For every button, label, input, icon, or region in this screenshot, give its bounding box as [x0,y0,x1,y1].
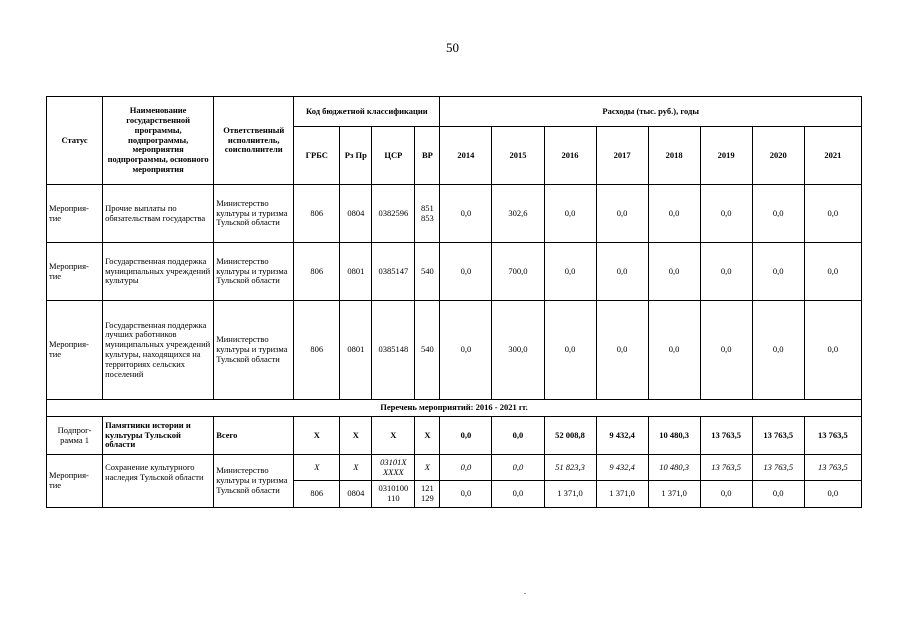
measure-value: 1 371,0 [544,481,596,508]
measure-responsible: Министерство культуры и туризма Тульской области [214,455,294,508]
row-value: 0,0 [752,243,804,301]
row-vr: 851 853 [415,185,440,243]
row-rzpr: 0801 [340,243,372,301]
header-year: 2016 [544,127,596,185]
header-year: 2015 [492,127,544,185]
row-value: 302,6 [492,185,544,243]
row-value: 0,0 [804,185,861,243]
row-value: 0,0 [596,243,648,301]
measure-rzpr: 0804 [340,481,372,508]
row-value: 0,0 [752,301,804,400]
measure-value: 51 823,3 [544,455,596,481]
row-value: 0,0 [544,243,596,301]
subprogram-value: 13 763,5 [804,417,861,455]
row-value: 0,0 [648,243,700,301]
row-value: 700,0 [492,243,544,301]
measure-value: 0,0 [700,481,752,508]
subprogram-value: 9 432,4 [596,417,648,455]
row-name: Прочие выплаты по обязательствам государства [103,185,214,243]
measure-value: 0,0 [752,481,804,508]
measure-rzpr: Х [340,455,372,481]
subprogram-vr: Х [415,417,440,455]
header-responsible: Ответственный исполнитель, соисполнители [214,97,294,185]
row-grbs: 806 [294,185,340,243]
row-value: 0,0 [596,301,648,400]
row-csr: 0385148 [372,301,415,400]
row-csr: 0382596 [372,185,415,243]
measure-value: 13 763,5 [804,455,861,481]
measure-value: 13 763,5 [700,455,752,481]
measure-value: 1 371,0 [648,481,700,508]
measure-grbs: 806 [294,481,340,508]
row-rzpr: 0801 [340,301,372,400]
measure-value: 0,0 [440,455,492,481]
header-year: 2018 [648,127,700,185]
subprogram-name: Памятники истории и культуры Тульской области [103,417,214,455]
measure-vr: 121 129 [415,481,440,508]
section-title: Перечень мероприятий: 2016 - 2021 гг. [47,400,862,417]
header-name: Наименование государственной программы, подпрограммы, мероприятия подпрограммы, основного мероприятия [103,97,214,185]
measure-value: 0,0 [492,455,544,481]
row-name: Государственная поддержка лучших работников муниципальных учреждений культуры, находящихся на территориях сельских поселений [103,301,214,400]
row-csr: 0385147 [372,243,415,301]
row-responsible: Министерство культуры и туризма Тульской области [214,243,294,301]
subprogram-value: 0,0 [440,417,492,455]
header-csr: ЦСР [372,127,415,185]
row-value: 0,0 [544,301,596,400]
row-responsible: Министерство культуры и туризма Тульской области [214,185,294,243]
row-value: 0,0 [804,301,861,400]
header-year: 2017 [596,127,648,185]
scan-speck [524,593,526,594]
row-grbs: 806 [294,301,340,400]
row-vr: 540 [415,301,440,400]
subprogram-rzpr: Х [340,417,372,455]
table-row [47,243,862,301]
subprogram-csr: Х [372,417,415,455]
header-expenses: Расходы (тыс. руб.), годы [440,97,862,127]
measure-name: Сохранение культурного наследия Тульской области [103,455,214,508]
table-row [47,185,862,243]
page-number: 50 [446,40,459,55]
measure-status: Мероприя-тие [47,455,103,508]
subprogram-value: 13 763,5 [752,417,804,455]
row-value: 0,0 [544,185,596,243]
measure-value: 0,0 [804,481,861,508]
header-rzpr: Рз Пр [340,127,372,185]
section-row [47,400,862,417]
header-year: 2019 [700,127,752,185]
measure-csr: 0310100 110 [372,481,415,508]
row-value: 0,0 [700,185,752,243]
header-year: 2020 [752,127,804,185]
row-status: Мероприя-тие [47,185,103,243]
row-value: 0,0 [700,301,752,400]
measure-value: 0,0 [492,481,544,508]
measure-row [47,455,862,481]
measure-grbs: Х [294,455,340,481]
row-value: 0,0 [440,185,492,243]
row-value: 0,0 [648,301,700,400]
row-value: 0,0 [440,243,492,301]
row-value: 0,0 [752,185,804,243]
table-row [47,301,862,400]
measure-value: 10 480,3 [648,455,700,481]
header-budget-code: Код бюджетной классификации [294,97,440,127]
subprogram-row [47,417,862,455]
row-value: 0,0 [700,243,752,301]
header-status: Статус [47,97,103,185]
measure-value: 0,0 [440,481,492,508]
measure-csr: 03101Х ХХХХ [372,455,415,481]
row-value: 0,0 [440,301,492,400]
subprogram-value: 10 480,3 [648,417,700,455]
header-vr: ВР [415,127,440,185]
subprogram-value: 13 763,5 [700,417,752,455]
row-responsible: Министерство культуры и туризма Тульской области [214,301,294,400]
row-name: Государственная поддержка муниципальных учреждений культуры [103,243,214,301]
budget-table [46,96,862,508]
subprogram-value: 0,0 [492,417,544,455]
row-rzpr: 0804 [340,185,372,243]
header-grbs: ГРБС [294,127,340,185]
row-value: 0,0 [596,185,648,243]
row-vr: 540 [415,243,440,301]
measure-value: 9 432,4 [596,455,648,481]
row-value: 0,0 [648,185,700,243]
header-year: 2021 [804,127,861,185]
measure-value: 1 371,0 [596,481,648,508]
row-status: Мероприя-тие [47,301,103,400]
subprogram-value: 52 008,8 [544,417,596,455]
subprogram-responsible: Всего [214,417,294,455]
row-grbs: 806 [294,243,340,301]
measure-vr: Х [415,455,440,481]
row-value: 300,0 [492,301,544,400]
measure-value: 13 763,5 [752,455,804,481]
row-status: Мероприя-тие [47,243,103,301]
row-value: 0,0 [804,243,861,301]
subprogram-grbs: Х [294,417,340,455]
subprogram-status: Подпрог-рамма 1 [47,417,103,455]
header-year: 2014 [440,127,492,185]
header-row-1 [47,97,862,127]
